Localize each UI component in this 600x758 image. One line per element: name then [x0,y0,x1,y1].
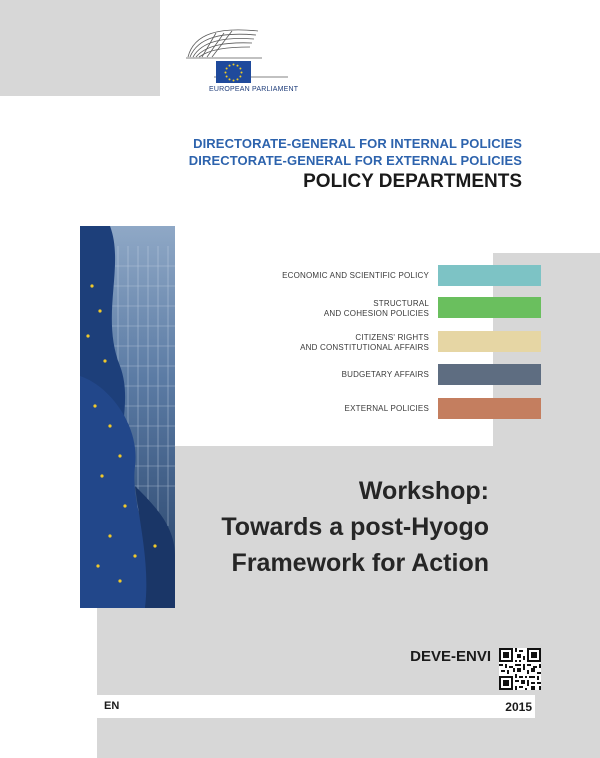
policy-label-budgetary: BUDGETARY AFFAIRS [341,370,429,379]
policy-departments-heading: POLICY DEPARTMENTS [303,171,522,192]
qr-code [499,648,541,690]
policy-bar-citizens-rights [438,331,541,352]
policy-bar-external [438,398,541,419]
title-line-3: Framework for Action [231,549,489,577]
policy-bar-economic [438,265,541,286]
dg-internal-policies: DIRECTORATE-GENERAL FOR INTERNAL POLICIES [193,136,522,151]
policy-label-structural: STRUCTURAL AND COHESION POLICIES [323,299,429,318]
language-code: EN [104,700,120,712]
dg-external-policies: DIRECTORATE-GENERAL FOR EXTERNAL POLICIES [188,153,522,168]
flags-building-photo [80,226,175,608]
title-line-2: Towards a post-Hyogo [221,513,489,541]
policy-bar-budgetary [438,364,541,385]
footer-band [97,695,535,718]
logo-caption: EUROPEAN PARLIAMENT [209,86,299,93]
policy-bar-structural [438,297,541,318]
corner-block [0,0,160,96]
publication-year: 2015 [505,700,532,714]
policy-label-economic: ECONOMIC AND SCIENTIFIC POLICY [282,271,429,280]
policy-label-citizens-rights: CITIZENS' RIGHTS AND CONSTITUTIONAL AFFAIRS [300,333,429,352]
title-line-1: Workshop: [358,477,489,505]
policy-label-external: EXTERNAL POLICIES [344,404,429,413]
document-title [221,473,489,581]
document-code: DEVE-ENVI [410,648,491,665]
